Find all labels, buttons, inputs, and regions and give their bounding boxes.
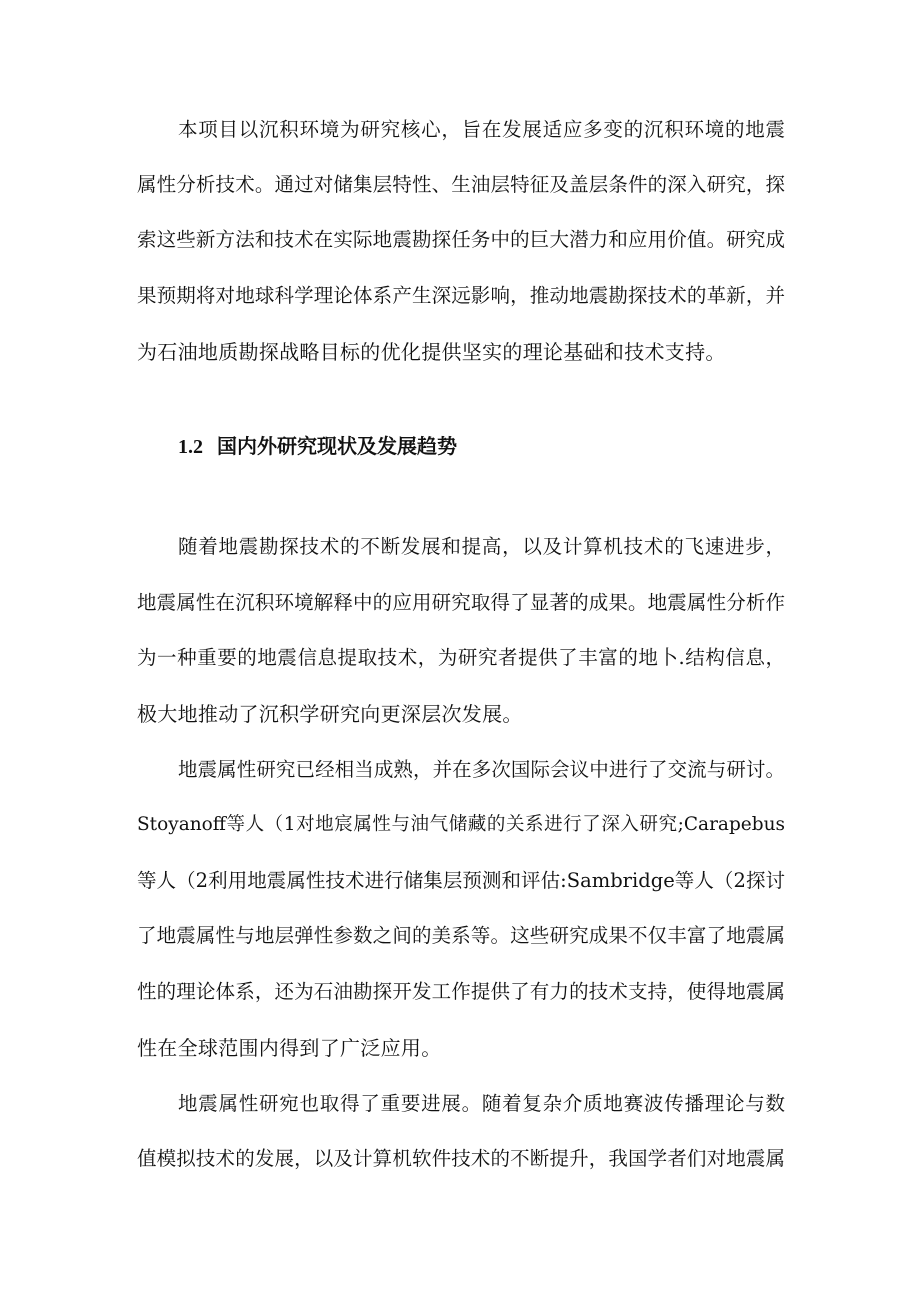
paragraph-3-line-5: 性的理论体系，还为石油勘探开发工作提供了有力的技术支持，使得地震属 bbox=[137, 980, 785, 1003]
paragraph-1-line-5: 为石油地质勘探战略目标的优化提供坚实的理论基础和技术支持。 bbox=[137, 340, 726, 364]
paragraph-1-line-4: 果预期将对地球科学理论体系产生深远影响，推动地震勘探技术的革新，并 bbox=[137, 284, 785, 307]
paragraph-4-line-1: 地震属性研宛也取得了重要进展。随着复杂介质地赛波传播理论与数 bbox=[178, 1092, 785, 1115]
paragraph-3-line-3: 等人（2利用地震属性技术进行储集层预测和评估:Sambridge等人（2探讨 bbox=[137, 869, 785, 892]
paragraph-3-line-1: 地震属性研究已经相当成熟，并在多次国际会议中进行了交流与研讨。 bbox=[178, 758, 785, 781]
paragraph-2-line-3: 为一种重要的地震信息提取技术，为研究者提供了丰富的地卜.结构信息， bbox=[137, 646, 785, 669]
paragraph-3-line-6: 性在全球范围内得到了广泛应用。 bbox=[137, 1036, 442, 1060]
paragraph-3-line-2: Stoyanoff等人（1对地宸属性与油气储藏的关系进行了深入研究;Carapebus bbox=[137, 814, 785, 835]
paragraph-1-line-1: 本项目以沉积环境为研究核心，旨在发展适应多变的沉积环境的地震 bbox=[178, 118, 785, 141]
section-heading bbox=[178, 432, 457, 461]
paragraph-2-line-1: 随着地震勘探技术的不断发展和提高，以及计算机技术的飞速进步， bbox=[178, 535, 785, 558]
section-number: 1.2 bbox=[178, 436, 203, 458]
paragraph-4-line-2: 值模拟技术的发展，以及计算机软件技术的不断提升，我国学者们对地震属 bbox=[137, 1147, 785, 1170]
paragraph-2-line-2: 地震属性在沉积环境解释中的应用研究取得了显著的成果。地震属性分析作 bbox=[137, 591, 785, 614]
paragraph-1-line-2: 属性分析技术。通过对储集层特性、生油层特征及盖层条件的深入研究，探 bbox=[137, 173, 785, 196]
section-title: 国内外研究现状及发展趋势 bbox=[217, 434, 457, 458]
paragraph-1-line-3: 索这些新方法和技术在实际地震勘探任务中的巨大潜力和应用价值。研究成 bbox=[137, 228, 785, 251]
paragraph-2-line-4: 极大地推动了沉积学研究向更深层次发展。 bbox=[137, 702, 523, 726]
paragraph-3-line-4: 了地震属性与地层弹性参数之间的美系等。这些研究成果不仅丰富了地震属 bbox=[137, 924, 785, 947]
